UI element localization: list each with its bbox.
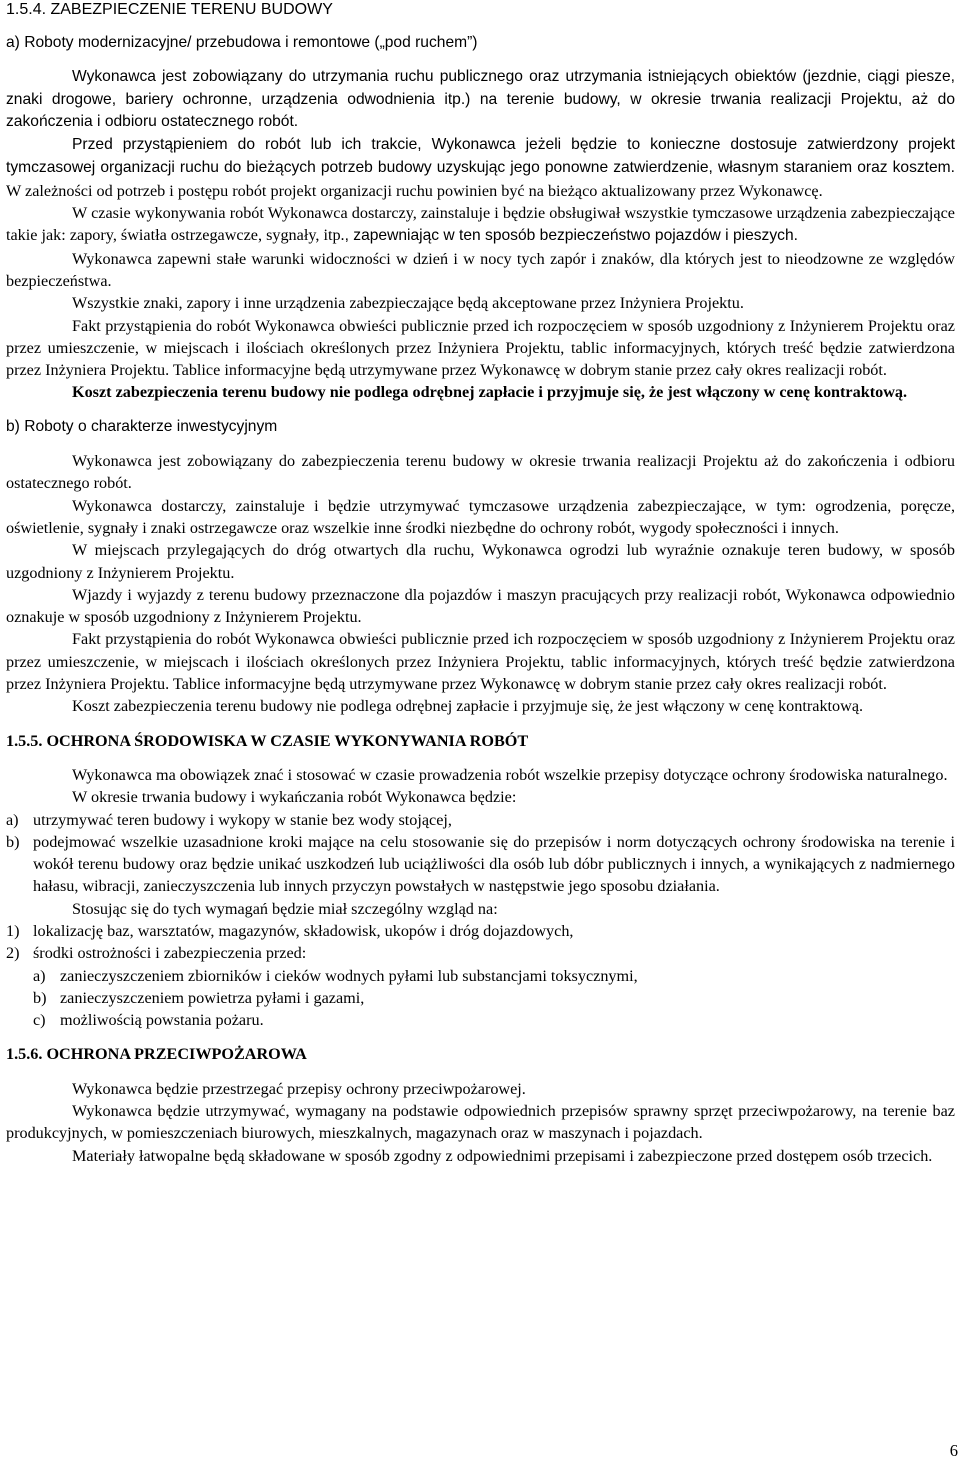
paragraph: Materiały łatwopalne będą składowane w sposób zgodny z odpowiednimi przepisami i zabezpieczone przed dostępem osób trzecich.	[72, 1146, 933, 1165]
list-item	[6, 920, 955, 942]
list-marker: c)	[33, 1011, 46, 1030]
paragraph	[6, 133, 955, 202]
page-number: 6	[949, 1441, 958, 1460]
paragraph: Fakt przystąpienia do robót Wykonawca obwieści publicznie przed ich rozpoczęciem w sposób uzgodniony z Inżynierem Projektu oraz przez umieszczenie, w miejscach i ilościach określonych przez Inżyniera Projektu, tablic informacyjnych, których treść będzie zatwierdzona przez Inżyniera Projektu. Tablice informacyjne będą utrzymywane przez Wykonawcę w dobrym stanie przez cały okres realizacji robót.	[6, 630, 955, 694]
list-marker: b)	[33, 988, 47, 1007]
section-1-5-5-heading: 1.5.5. OCHRONA ŚRODOWISKA W CZASIE WYKONYWANIA ROBÓT	[6, 731, 529, 750]
list-item-text: podejmować wszelkie uzasadnione kroki mające na celu stosowanie się do przepisów i norm dotyczących ochrony środowiska na terenie i wokół terenu budowy oraz będzie unikać uszkodzeń lub uciążliwości dla osób lub dóbr publicznych i innych, a wynikających z nadmiernego hałasu, wibracji, zanieczyszczenia lub innych przyczyn powstałych w następstwie jego sposobu działania.	[33, 832, 955, 896]
section-1-5-6-heading: 1.5.6. OCHRONA PRZECIWPOŻAROWA	[6, 1045, 307, 1064]
cost-statement-bold: Koszt zabezpieczenia terenu budowy nie podlega odrębnej zapłacie i przyjmuje się, że jest włączony w cenę kontraktową.	[72, 383, 908, 402]
paragraph: Wykonawca będzie przestrzegać przepisy ochrony przeciwpożarowej.	[72, 1079, 526, 1098]
paragraph: Koszt zabezpieczenia terenu budowy nie podlega odrębnej zapłacie i przyjmuje się, że jest włączony w cenę kontraktową.	[72, 697, 864, 716]
subsection-b-heading: b) Roboty o charakterze inwestycyjnym	[6, 417, 278, 435]
list-item-text: zanieczyszczeniem powietrza pyłami i gazami,	[60, 988, 365, 1007]
paragraph: Wykonawca ma obowiązek znać i stosować w czasie prowadzenia robót wszelkie przepisy dotyczące ochrony środowiska naturalnego.	[72, 765, 948, 784]
list-marker: a)	[6, 810, 19, 829]
list-marker: a)	[33, 966, 46, 985]
sub-list-item	[6, 987, 955, 1009]
list-item-text: utrzymywać teren budowy i wykopy w stanie bez wody stojącej,	[33, 810, 452, 829]
paragraph-segment: , zapewniając w ten sposób bezpieczeństwo pojazdów i pieszych.	[344, 227, 798, 245]
paragraph: Wszystkie znaki, zapory i inne urządzenia zabezpieczające będą akceptowane przez Inżyniera Projektu.	[72, 294, 744, 313]
paragraph: Wjazdy i wyjazdy z terenu budowy przeznaczone dla pojazdów i maszyn pracujących przy realizacji robót, Wykonawca odpowiednio oznakuje w sposób uzgodniony z Inżynierem Projektu.	[6, 585, 955, 627]
paragraph-segment: W czasie wykonywania robót Wykonawca dostarczy, zainstaluje i będzie obsługiwał wszystkie tymczasowe urządzenia zabezpieczające takie jak: zapory, światła ostrzegawcze, sygnały, itp.	[6, 204, 955, 245]
list-marker: b)	[6, 832, 20, 851]
paragraph: Fakt przystąpienia do robót Wykonawca obwieści publicznie przed ich rozpoczęciem w sposób uzgodniony z Inżynierem Projektu oraz przez umieszczenie, w miejscach i ilościach określonych przez Inżyniera Projektu, tablic informacyjnych, których treść będzie zatwierdzona przez Inżyniera Projektu. Tablice informacyjne będą utrzymywane przez Wykonawcę w dobrym stanie przez cały okres realizacji robót.	[6, 316, 955, 380]
paragraph: W miejscach przylegających do dróg otwartych dla ruchu, Wykonawca ogrodzi lub wyraźnie oznakuje teren budowy, w sposób uzgodniony z Inżynierem Projektu.	[6, 541, 955, 582]
list-item	[6, 831, 955, 898]
sub-list-item	[6, 965, 955, 987]
paragraph	[6, 202, 955, 248]
list-item-text: środki ostrożności i zabezpieczenia przed:	[33, 944, 307, 963]
paragraph: Wykonawca zapewni stałe warunki widoczności w dzień i w nocy tych zapór i znaków, dla których jest to nieodzowne ze względów bezpieczeństwa.	[6, 249, 955, 290]
list-item	[6, 942, 955, 964]
paragraph: Wykonawca będzie utrzymywać, wymagany na podstawie odpowiednich przepisów sprawny sprzęt przeciwpożarowy, na terenie baz produkcyjnych, w pomieszczeniach biurowych, mieszkalnych, magazynach oraz w maszynach i pojazdach.	[6, 1102, 955, 1143]
paragraph: Stosując się do tych wymagań będzie miał szczególny wzgląd na:	[72, 899, 498, 918]
paragraph-segment: W zależności od potrzeb i postępu robót projekt organizacji ruchu powinien być na bieżąco aktualizowany przez Wykonawcę.	[6, 181, 823, 200]
list-item-text: lokalizację baz, warsztatów, magazynów, składowisk, ukopów i dróg dojazdowych,	[33, 921, 574, 940]
list-marker: 1)	[6, 921, 20, 940]
paragraph: W okresie trwania budowy i wykańczania robót Wykonawca będzie:	[72, 788, 517, 807]
list-item-text: możliwością powstania pożaru.	[60, 1011, 264, 1030]
list-marker: 2)	[6, 944, 20, 963]
paragraph: Wykonawca jest zobowiązany do utrzymania ruchu publicznego oraz utrzymania istniejących obiektów (jezdnie, ciągi piesze, znaki drogowe, bariery ochronne, urządzenia odwodnienia itp.) na terenie budowy, w okresie trwania realizacji Projektu, aż do zakończenia i odbioru ostatecznego robót.	[6, 68, 955, 130]
paragraph-segment: Przed przystąpieniem do robót lub ich trakcie, Wykonawca jeżeli będzie to konieczne dostosuje zatwierdzony projekt tymczasowej organizacji ruchu do bieżących potrzeb budowy uzyskując jego ponowne zatwierdzenie, własnym staraniem oraz kosztem.	[6, 136, 955, 177]
list-item-text: zanieczyszczeniem zbiorników i cieków wodnych pyłami lub substancjami toksycznymi,	[60, 966, 638, 985]
list-item	[6, 809, 955, 831]
subsection-a-heading: a) Roboty modernizacyjne/ przebudowa i remontowe („pod ruchem”)	[6, 34, 478, 51]
sub-list-item	[6, 1009, 955, 1031]
document-page	[6, 0, 955, 1167]
paragraph: Wykonawca jest zobowiązany do zabezpieczenia terenu budowy w okresie trwania realizacji Projektu aż do zakończenia i odbioru ostatecznego robót.	[6, 452, 955, 493]
section-1-5-4-heading: 1.5.4. ZABEZPIECZENIE TERENU BUDOWY	[6, 1, 333, 18]
paragraph: Wykonawca dostarczy, zainstaluje i będzie utrzymywać tymczasowe urządzenia zabezpieczające, w tym: ogrodzenia, poręcze, oświetlenie, sygnały i znaki ostrzegawcze oraz wszelkie inne środki niezbędne do ochrony robót, wygody społeczności i innych.	[6, 496, 955, 537]
